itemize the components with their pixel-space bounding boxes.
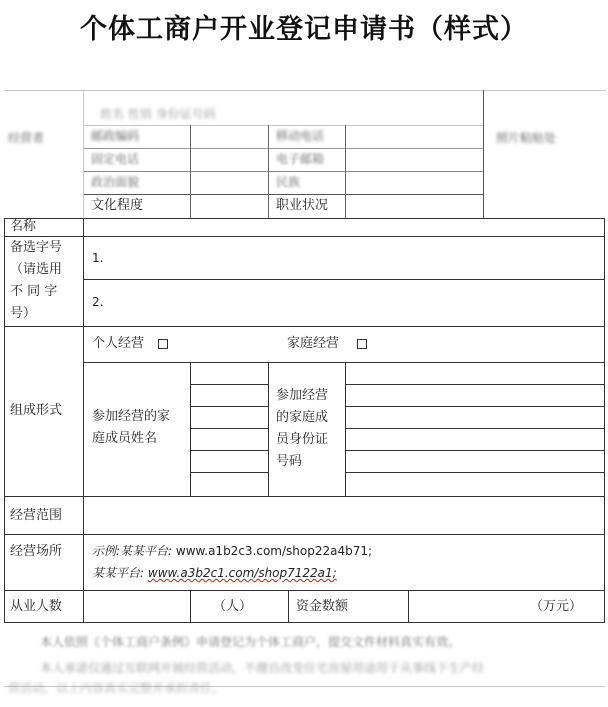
header-line (83, 125, 483, 126)
employee-row-vline (408, 590, 409, 622)
row-line (4, 622, 605, 623)
family-option[interactable] (287, 337, 367, 350)
family-checkbox[interactable] (357, 339, 367, 349)
member-grid-vline (268, 362, 269, 496)
member-grid-hline (190, 428, 268, 429)
capital-label: 资金数额 (296, 599, 349, 614)
individual-checkbox[interactable] (158, 339, 168, 349)
employees-unit: （人） (213, 599, 253, 614)
member-grid-hline (345, 384, 605, 385)
member-grid-hline (345, 472, 605, 473)
header-vline (268, 125, 269, 218)
employee-row-vline (288, 590, 289, 622)
header-line (83, 148, 483, 149)
member-id-label-1: 参加经营 (276, 388, 329, 403)
member-grid-hline (190, 472, 268, 473)
political-label: 政治面貌 (91, 175, 140, 189)
row-line (4, 496, 605, 497)
postal-code-label: 邮政编码 (91, 129, 140, 143)
row-line (4, 236, 605, 237)
header-line (83, 194, 483, 195)
alt-names-label-2: （请选用 (10, 262, 63, 277)
member-name-label-2: 庭成员姓名 (92, 431, 158, 446)
education-label: 文化程度 (91, 198, 144, 213)
operator-label: 经营者 (8, 131, 45, 145)
member-grid-vline (190, 362, 191, 496)
place-line-1 (92, 545, 372, 557)
header-vline (190, 125, 191, 218)
individual-label: 个人经营 (92, 336, 145, 351)
place-line-2-url: www.a3b2c1.com/shop7122a1; (147, 566, 337, 580)
declaration-line-2: 本人承诺仅通过互联网开展经营活动，不擅自改变住宅房屋用途用于从事线下生产经 (40, 661, 485, 675)
ethnicity-label: 民族 (276, 175, 301, 189)
alt-names-label-3: 不 同 字 (10, 284, 58, 299)
employee-row-vline (190, 590, 191, 622)
document-title: 个体工商户开业登记申请书（样式） (80, 14, 528, 45)
header-vline (483, 90, 484, 218)
declaration-line-1: 本人依照《个体工商户条例》申请登记为个体工商户，提交文件材料真实有效。 (40, 635, 461, 649)
family-label: 家庭经营 (287, 336, 340, 351)
member-name-label-1: 参加经营的家 (92, 409, 171, 424)
alt-name-item-2: 2. (92, 295, 104, 309)
member-grid-hline (345, 428, 605, 429)
row-line (4, 590, 605, 591)
row-line (4, 218, 605, 219)
individual-option[interactable] (92, 337, 168, 350)
header-top-border (4, 90, 606, 91)
place-label: 经营场所 (10, 544, 63, 559)
member-grid-hline (345, 450, 605, 451)
occupation-label: 职业状况 (276, 198, 329, 213)
member-grid-hline (190, 406, 268, 407)
capital-unit: （万元） (530, 599, 583, 614)
alt-names-label-1: 备选字号 (10, 240, 63, 255)
alt-name-item-1: 1. (92, 251, 104, 265)
member-id-label-2: 的家庭成 (276, 410, 329, 425)
row-line (4, 534, 605, 535)
header-line (83, 171, 483, 172)
row-line (4, 326, 605, 327)
row-line (83, 279, 605, 280)
landline-label: 固定电话 (91, 152, 140, 166)
member-grid-hline (190, 384, 268, 385)
photo-label: 照片粘贴处 (496, 131, 557, 145)
place-line-2 (92, 567, 337, 579)
member-grid-hline (345, 406, 605, 407)
place-line-2-prefix: 某某平台: (92, 566, 145, 580)
name-row: 姓名 性别 身份证号码 (100, 107, 216, 121)
header-vline (83, 90, 84, 218)
member-id-label-4: 号码 (276, 454, 303, 469)
place-line-1-prefix: 示例:某某平台: (92, 544, 173, 558)
composition-label: 组成形式 (10, 403, 63, 418)
scope-label: 经营范围 (10, 508, 63, 523)
member-id-label-3: 员身份证 (276, 432, 329, 447)
email-label: 电子邮箱 (276, 152, 325, 166)
declaration-line-3: 营活动，以上内容真实完整并承担责任。 (8, 681, 225, 695)
row-line (83, 362, 605, 363)
employees-label: 从业人数 (10, 599, 63, 614)
member-grid-hline (190, 450, 268, 451)
place-line-1-url: www.a1b2c3.com/shop22a4b71; (175, 544, 373, 558)
alt-names-label-4: 号） (10, 306, 37, 321)
member-grid-vline (345, 362, 346, 496)
table-left-border (4, 218, 5, 623)
name-label: 名称 (10, 219, 37, 234)
mobile-label: 移动电话 (276, 129, 325, 143)
header-vline (345, 125, 346, 218)
